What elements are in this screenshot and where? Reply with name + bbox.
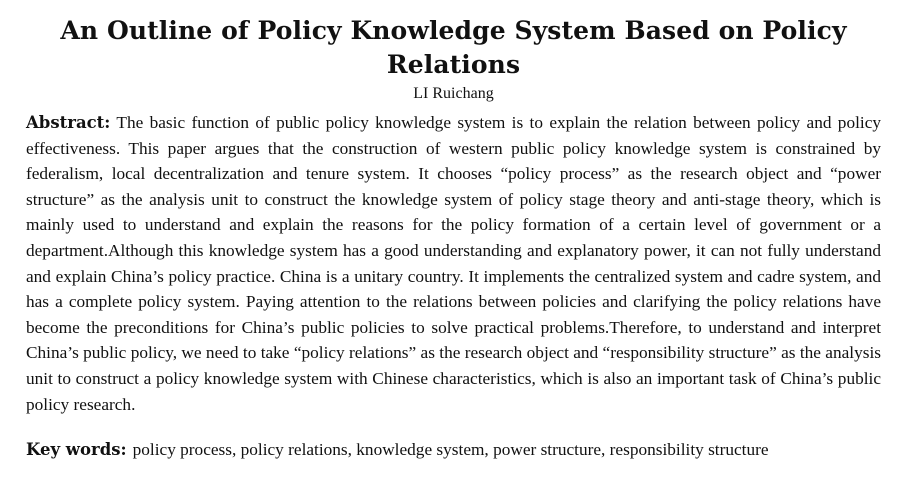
- paper-author: LI Ruichang: [413, 85, 494, 102]
- abstract-paragraph: [26, 110, 881, 417]
- abstract-text: The basic function of public policy knowledge system is to explain the relation between policy and policy effectiveness. This paper argues that the construction of western public policy knowledge system is constrained by federalism, local decentralization and tenure system. It chooses “policy process” as the research object and “power structure” as the analysis unit to construct the knowledge system of policy stage theory and anti-stage theory, which is mainly used to understand and explain the reasons for the policy formation of a certain level of government or a department.Although this knowledge system has a good understanding and explanatory power, it can not fully understand and explain China’s policy practice. China is a unitary country. It implements the centralized system and cadre system, and has a complete policy system. Paying attention to the relations between policies and clarifying the policy relations have become the preconditions for China’s public policies to solve practical problems.Therefore, to understand and interpret China’s public policy, we need to take “policy relations” as the research object and “responsibility structure” as the analysis unit to construct a policy knowledge system with Chinese characteristics, which is also an important task of China’s public policy research.: [26, 113, 881, 414]
- abstract-label: Abstract:: [26, 113, 111, 132]
- keywords-label: Key words:: [26, 440, 127, 460]
- keywords-text: policy process, policy relations, knowledge system, power structure, responsibility structure: [132, 440, 769, 460]
- paper-title: An Outline of Policy Knowledge System Based on Policy Relations: [60, 16, 847, 79]
- keywords-paragraph: [26, 437, 881, 463]
